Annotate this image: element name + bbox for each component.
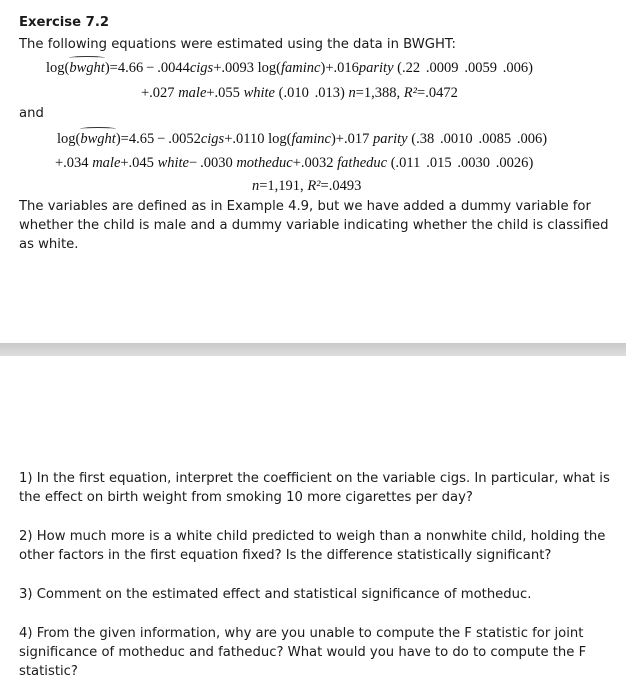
question-2: 2) How much more is a white child predicted to weigh than a nonwhite child, holding the other factors in the first equation fixed? Is the difference statistically significant?	[19, 529, 606, 563]
question-1: 1) In the first equation, interpret the coefficient on the variable cigs. In particular, what is the effect on birth weight from smoking 10 more cigarettes per day?	[19, 471, 610, 505]
variable-description: The variables are defined as in Example 4.9, but we have added a dummy variable for whether the child is male and a dummy variable indicating whether the child is classified as white.	[19, 199, 609, 252]
intro-text: The following equations were estimated using the data in BWGHT:	[19, 37, 456, 52]
and-label: and	[19, 106, 44, 121]
section-divider	[0, 343, 626, 356]
question-3: 3) Comment on the estimated effect and statistical significance of motheduc.	[19, 587, 532, 602]
equation-2-line-3: n=1,191, R²=.0493	[252, 178, 362, 194]
equation-2-line-1: log(bwght)=4.65 − .0052cigs+.0110 log(faminc)+.017 parity (.38 .0010 .0085 .006)	[57, 131, 548, 147]
question-4: 4) From the given information, why are you unable to compute the F statistic for joint significance of motheduc and fatheduc? What would you have to do to compute the F statistic?	[19, 626, 587, 679]
equation-1-line-2: +.027 male+.055 white (.010 .013) n=1,388, R²=.0472	[141, 85, 458, 101]
equation-1-line-1: log(bwght)=4.66 − .0044cigs+.0093 log(faminc)+.016parity (.22 .0009 .0059 .006)	[46, 60, 534, 76]
equation-2-line-2: +.034 male+.045 white− .0030 motheduc+.0032 fatheduc (.011 .015 .0030 .0026)	[55, 155, 534, 171]
exercise-title: Exercise 7.2	[19, 15, 110, 30]
bwght-hat: bwght	[80, 131, 116, 147]
bwght-hat: bwght	[69, 60, 105, 76]
